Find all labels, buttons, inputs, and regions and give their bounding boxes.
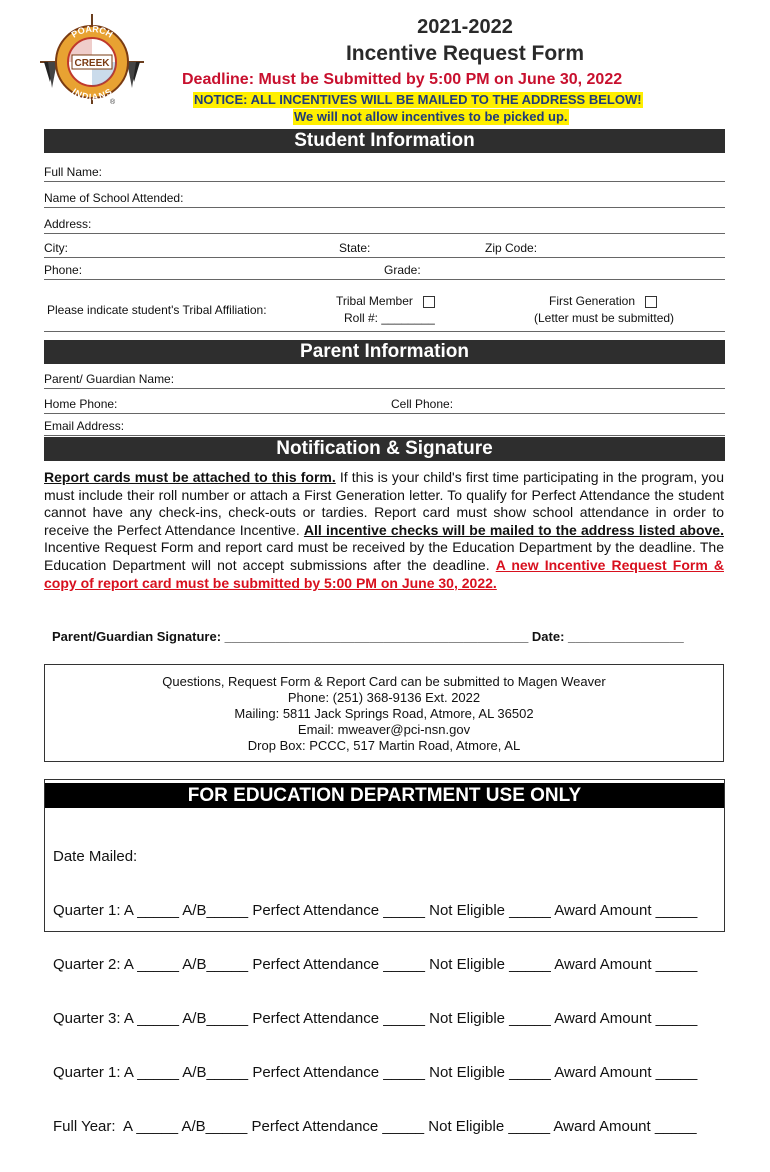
- svg-text:®: ®: [110, 99, 116, 106]
- notice-line-2: We will not allow incentives to be picked up.: [294, 109, 568, 124]
- city-label: City:: [44, 241, 68, 255]
- state-label: State:: [339, 241, 371, 255]
- first-generation-note: (Letter must be submitted): [534, 311, 675, 325]
- city-state-zip-row[interactable]: [44, 238, 725, 258]
- svg-text:POARCH: POARCH: [69, 23, 115, 40]
- parent-name-label: Parent/ Guardian Name:: [44, 372, 175, 386]
- roll-number-label: Roll #: ________: [344, 311, 435, 325]
- first-generation-option[interactable]: [549, 294, 657, 308]
- notification-paragraph: Report cards must be attached to this form. If this is your child's first time participating in the program, you must include their roll number or attach a First Generation letter. To qualify for Perfect Attendance the student cannot have any check-ins, check-outs or tardies. Report card must show school attendance in order to receive the Perfect Attendance Incentive. All incentive checks will be mailed to the address listed above. Incentive Request Form and report card must be received by the Education Department by the deadline. The Education Department will not accept submissions after the deadline. A new Incentive Request Form & copy of report card must be submitted by 5:00 PM on June 30, 2022.: [44, 469, 724, 591]
- phone-grade-row[interactable]: [44, 260, 725, 280]
- mailed-checks-note: All incentive checks will be mailed to the address listed above.: [303, 521, 724, 538]
- email-field[interactable]: [44, 416, 725, 436]
- zip-label: Zip Code:: [485, 241, 538, 255]
- full-name-field[interactable]: [44, 162, 725, 182]
- contact-box: [44, 664, 724, 762]
- svg-text:CREEK: CREEK: [74, 58, 110, 69]
- form-title: Incentive Request Form: [345, 42, 585, 65]
- tribal-member-checkbox[interactable]: [423, 296, 435, 308]
- tribal-member-label: Tribal Member: [336, 294, 413, 308]
- quarter-2-line: Quarter 2: A _____ A/B_____ Perfect Attendance _____ Not Eligible _____ Award Amount _____: [53, 956, 698, 973]
- email-label: Email Address:: [44, 419, 125, 433]
- contact-phone: Phone: (251) 368-9136 Ext. 2022: [287, 690, 481, 705]
- quarter-3-line: Quarter 3: A _____ A/B_____ Perfect Attendance _____ Not Eligible _____ Award Amount _____: [53, 1010, 698, 1027]
- parent-info-heading: Parent Information: [44, 340, 725, 364]
- full-name-label: Full Name:: [44, 165, 103, 179]
- tribal-affiliation-row: [44, 284, 725, 332]
- tribal-member-option[interactable]: [336, 294, 435, 308]
- report-card-requirement: Report cards must be attached to this form.: [44, 469, 336, 485]
- date-mailed-line: Date Mailed:: [53, 848, 138, 865]
- first-generation-label: First Generation: [549, 294, 636, 308]
- school-field[interactable]: [44, 188, 725, 208]
- notification-heading: Notification & Signature: [44, 437, 725, 461]
- contact-line-1: Questions, Request Form & Report Card can be submitted to Magen Weaver: [162, 674, 606, 689]
- contact-email: Email: mweaver@pci-nsn.gov: [297, 722, 471, 737]
- phones-row[interactable]: [44, 394, 725, 414]
- svg-text:INDIANS: INDIANS: [70, 86, 114, 103]
- contact-dropbox: Drop Box: PCCC, 517 Martin Road, Atmore, AL: [247, 738, 521, 753]
- phone-label: Phone:: [44, 263, 83, 277]
- poarch-creek-logo: [40, 12, 144, 106]
- address-field[interactable]: [44, 214, 725, 234]
- address-label: Address:: [44, 217, 92, 231]
- grade-label: Grade:: [384, 263, 421, 277]
- parent-name-field[interactable]: [44, 369, 725, 389]
- quarter-1-line: Quarter 1: A _____ A/B_____ Perfect Attendance _____ Not Eligible _____ Award Amount _____: [53, 902, 698, 919]
- signature-line[interactable]: Parent/Guardian Signature: __________________________________________ Date: ________________: [52, 629, 684, 644]
- education-use-box: [44, 779, 725, 1135]
- home-phone-label: Home Phone:: [44, 397, 118, 411]
- notice-line-1: NOTICE: ALL INCENTIVES WILL BE MAILED TO THE ADDRESS BELOW!: [194, 92, 642, 107]
- contact-mailing: Mailing: 5811 Jack Springs Road, Atmore, AL 36502: [234, 706, 534, 721]
- form-year: 2021-2022: [417, 16, 513, 38]
- student-info-heading: Student Information: [44, 129, 725, 153]
- education-heading: FOR EDUCATION DEPARTMENT USE ONLY: [45, 783, 724, 808]
- tribal-affiliation-label: Please indicate student's Tribal Affiliation:: [47, 303, 267, 317]
- resubmission-note: A new Incentive Request Form & copy of report card must be submitted by 5:00 PM on June 30, 2022.: [44, 556, 724, 591]
- full-year-line: Full Year: A _____ A/B_____ Perfect Attendance _____ Not Eligible _____ Award Amount _____: [53, 1118, 697, 1135]
- quarter-4-line: Quarter 1: A _____ A/B_____ Perfect Attendance _____ Not Eligible _____ Award Amount _____: [53, 1064, 698, 1081]
- cell-phone-label: Cell Phone:: [391, 397, 454, 411]
- first-generation-checkbox[interactable]: [645, 296, 657, 308]
- deadline-text: Deadline: Must be Submitted by 5:00 PM on June 30, 2022: [182, 71, 623, 88]
- school-label: Name of School Attended:: [44, 191, 184, 205]
